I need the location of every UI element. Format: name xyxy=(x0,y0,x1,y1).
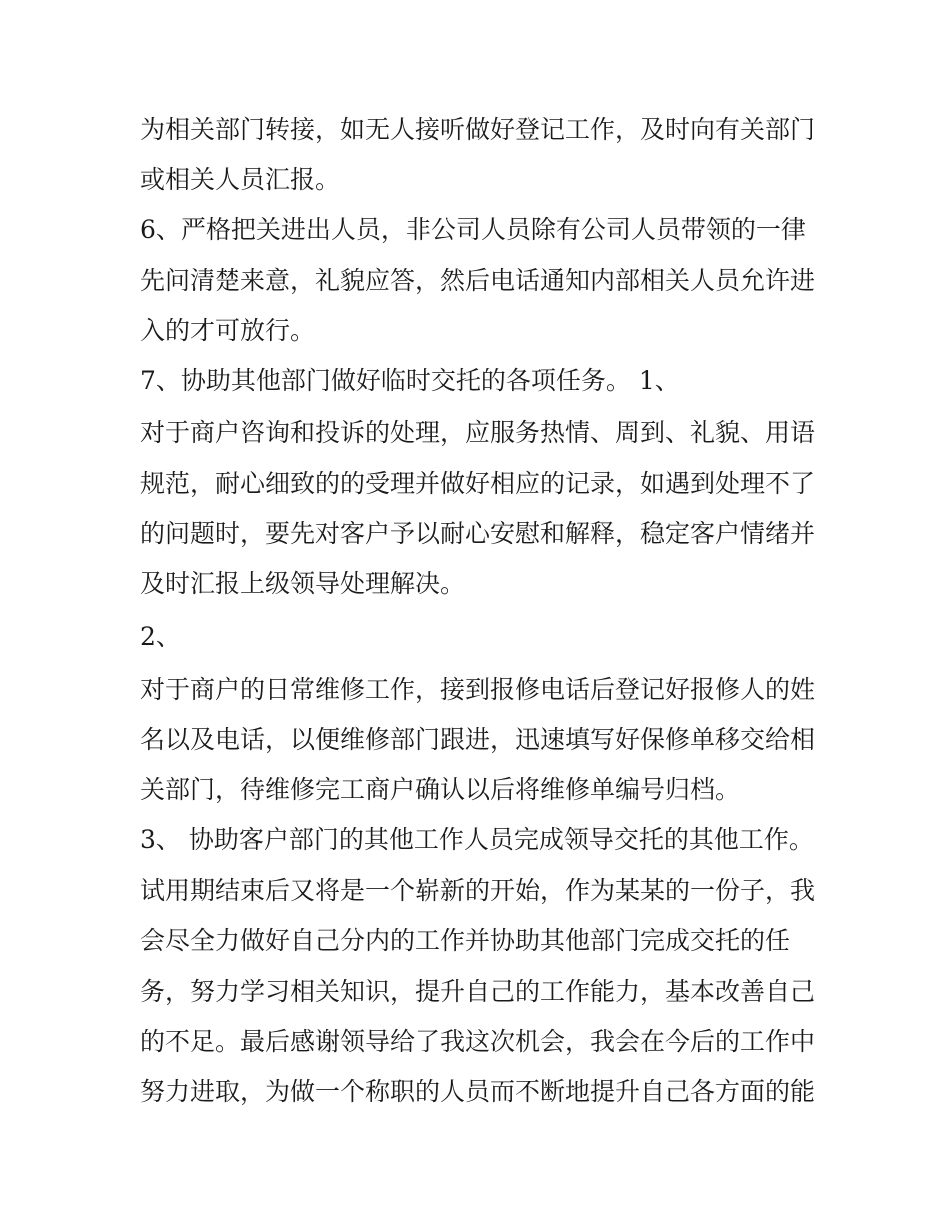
text-line: 及时汇报上级领导处理解决。 xyxy=(140,569,466,598)
text-line: 试用期结束后又将是一个崭新的开始，作为某某的一份子，我 xyxy=(140,876,816,905)
text-line: 的问题时，要先对客户予以耐心安慰和解释，稳定客户情绪并 xyxy=(140,519,816,548)
text-line: 先问清楚来意，礼貌应答，然后电话通知内部相关人员允许进 xyxy=(140,266,816,295)
text-line: 7、协助其他部门做好临时交托的各项任务。 1、 xyxy=(140,366,680,395)
text-line: 的不足。最后感谢领导给了我这次机会，我会在今后的工作中 xyxy=(140,1027,816,1056)
text-line: 入的才可放行。 xyxy=(140,316,316,345)
text-line: 对于商户咨询和投诉的处理，应服务热情、周到、礼貌、用语 xyxy=(140,418,816,447)
text-line: 3、 协助客户部门的其他工作人员完成领导交托的其他工作。 xyxy=(140,825,814,854)
text-line: 名以及电话，以便维修部门跟进，迅速填写好保修单移交给相 xyxy=(140,725,816,754)
text-line: 规范，耐心细致的的受理并做好相应的记录，如遇到处理不了 xyxy=(140,469,816,498)
text-line: 或相关人员汇报。 xyxy=(140,165,341,194)
text-line: 2、 xyxy=(140,622,181,651)
text-line: 务，努力学习相关知识，提升自己的工作能力，基本改善自己 xyxy=(140,977,816,1006)
text-line: 关部门，待维修完工商户确认以后将维修单编号归档。 xyxy=(140,775,741,804)
text-line: 为相关部门转接，如无人接听做好登记工作，及时向有关部门 xyxy=(140,115,816,144)
text-line: 会尽全力做好自己分内的工作并协助其他部门完成交托的任 xyxy=(140,926,791,955)
text-line: 6、严格把关进出人员，非公司人员除有公司人员带领的一律 xyxy=(140,215,806,244)
text-line: 对于商户的日常维修工作，接到报修电话后登记好报修人的姓 xyxy=(140,675,816,704)
text-line: 努力进取，为做一个称职的人员而不断地提升自己各方面的能 xyxy=(140,1077,816,1106)
